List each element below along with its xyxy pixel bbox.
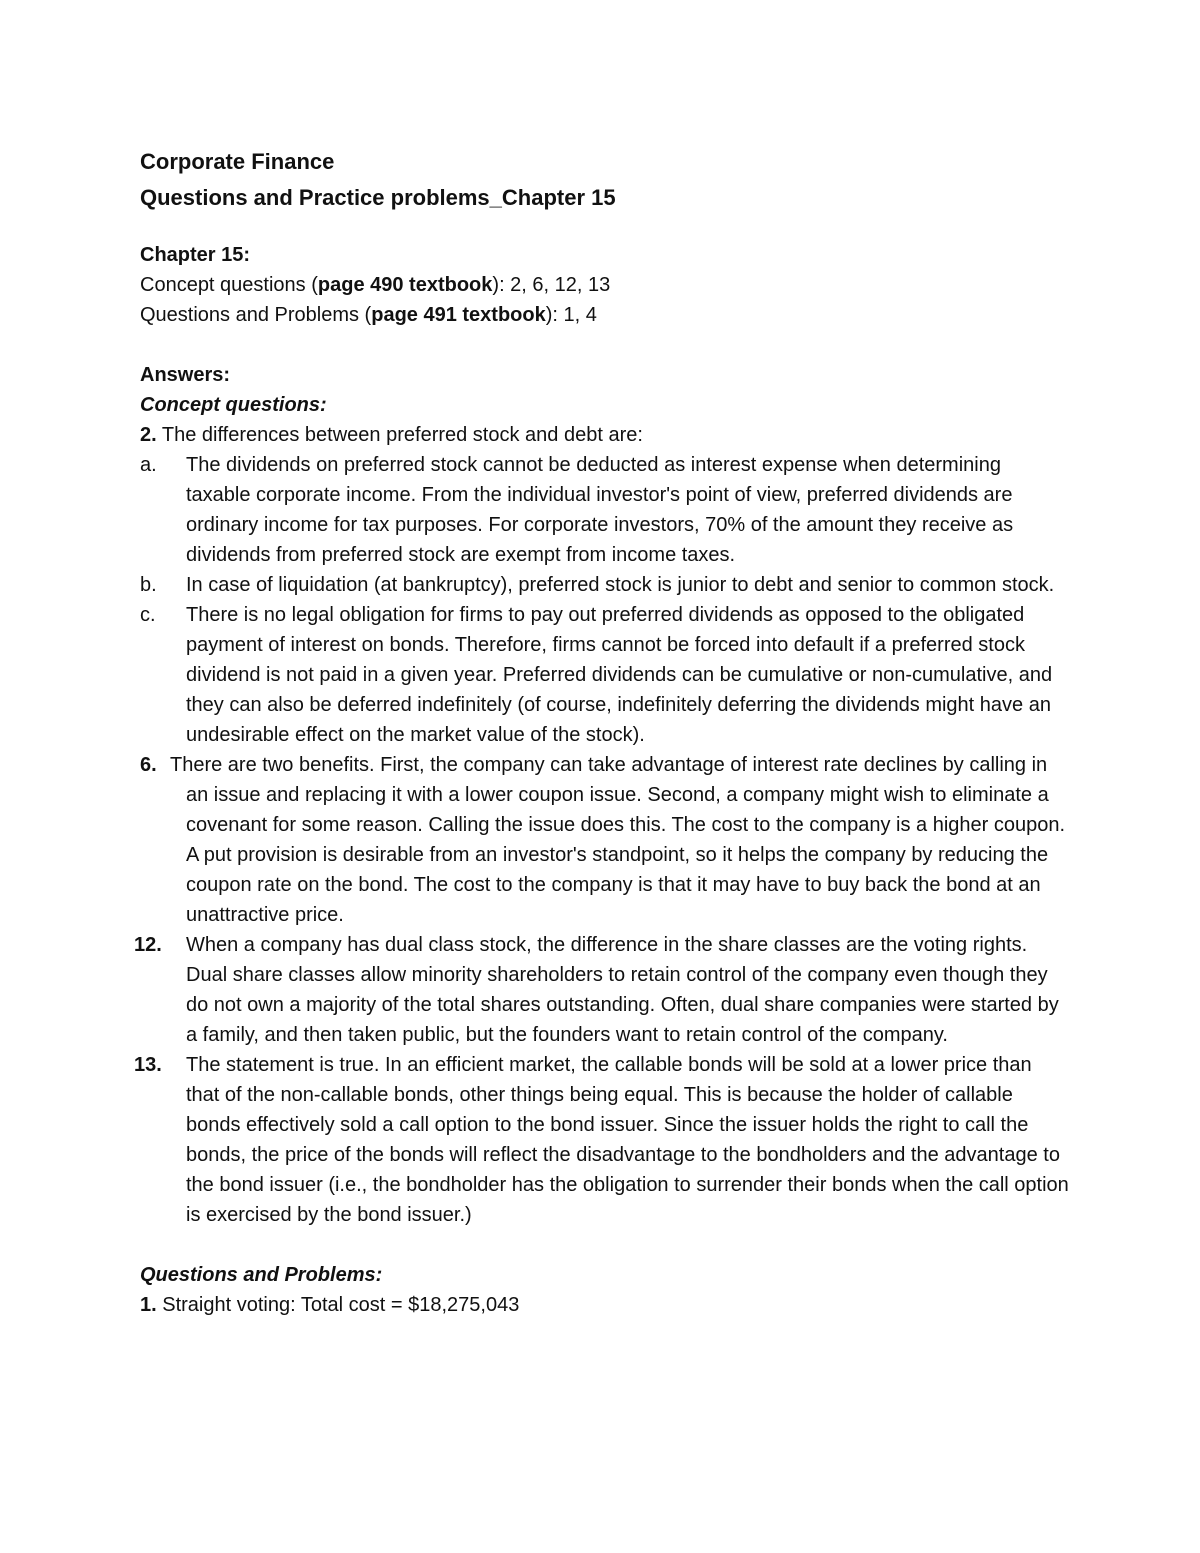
concept-prefix: Concept questions ( [140, 274, 318, 296]
concept-suffix: ): 2, 6, 12, 13 [492, 274, 611, 296]
answer-text: When a company has dual class stock, the difference in the share classes are the voting rights. Dual share classes allow minority shareholders to retain control of the company even though they do not own a majority of the total shares outstanding. Often, dual share companies were started by a family, and then taken public, but the founders want to retain control of the company. [186, 934, 1059, 1046]
list-item-text: The dividends on preferred stock cannot be deducted as interest expense when determining taxable corporate income. From the individual investor's point of view, preferred dividends are ordinary income for tax purposes. For corporate investors, 70% of the amount they receive as dividends from preferred stock are exempt from income taxes. [186, 454, 1014, 566]
question-2-item-b [140, 570, 1070, 600]
document-content [134, 144, 1070, 1320]
question-number: 6. [140, 754, 157, 776]
question-number: 13. [134, 1054, 162, 1076]
list-item-text: In case of liquidation (at bankruptcy), preferred stock is junior to debt and senior to common stock. [186, 574, 1055, 596]
problems-assignment [140, 300, 1070, 330]
question-2-intro [140, 420, 1070, 450]
list-marker: b. [140, 574, 157, 596]
problem-1-number: 1. [140, 1294, 157, 1316]
spacer [140, 330, 1070, 360]
question-2-item-a [140, 450, 1070, 570]
spacer [140, 216, 1070, 240]
question-2-number: 2. [140, 424, 157, 446]
answer-text: There are two benefits. First, the company can take advantage of interest rate declines by calling in an issue and replacing it with a lower coupon issue. Second, a company might wish to eliminate a covenant for some reason. Calling the issue does this. The cost to the company is a higher coupon. A put provision is desirable from an investor's standpoint, so it helps the company by reducing the coupon rate on the bond. The cost to the company is that it may have to buy back the bond at an unattractive price. [170, 754, 1066, 926]
problems-prefix: Questions and Problems ( [140, 304, 372, 326]
problems-page-ref: page 491 textbook [371, 304, 546, 326]
problem-1-text: Straight voting: Total cost = $18,275,043 [156, 1294, 520, 1316]
document-subtitle: Questions and Practice problems_Chapter 15 [140, 185, 616, 210]
problems-suffix: ): 1, 4 [545, 304, 597, 326]
concept-page-ref: page 490 textbook [317, 274, 493, 296]
question-2-text: The differences between preferred stock and debt are: [156, 424, 643, 446]
question-2-item-c [140, 600, 1070, 750]
question-13-answer [134, 1050, 1070, 1230]
question-number: 12. [134, 934, 162, 956]
problems-heading: Questions and Problems: [140, 1264, 383, 1286]
question-12-answer [134, 930, 1070, 1050]
answer-text: The statement is true. In an efficient market, the callable bonds will be sold at a lower price than that of the non-callable bonds, other things being equal. This is because the holder of callable bonds effectively sold a call option to the bond issuer. Since the issuer holds the right to call the bonds, the price of the bonds will reflect the disadvantage to the bondholders and the advantage to the bond issuer (i.e., the bondholder has the obligation to surrender their bonds when the call option is exercised by the bond issuer.) [186, 1054, 1069, 1226]
concept-questions-assignment [140, 270, 1070, 300]
list-marker: c. [140, 604, 156, 626]
answers-label: Answers: [140, 364, 231, 386]
spacer [140, 1230, 1070, 1260]
chapter-label: Chapter 15: [140, 244, 251, 266]
list-item-text: There is no legal obligation for firms to pay out preferred dividends as opposed to the obligated payment of interest on bonds. Therefore, firms cannot be forced into default if a preferred stock dividend is not paid in a given year. Preferred dividends can be cumulative or non-cumulative, and they can also be deferred indefinitely (of course, indefinitely deferring the dividends might have an undesirable effect on the market value of the stock). [186, 604, 1053, 746]
list-marker: a. [140, 454, 157, 476]
question-6-answer [140, 750, 1070, 930]
problem-1-answer [140, 1290, 1070, 1320]
concept-questions-heading: Concept questions: [140, 394, 327, 416]
document-title: Corporate Finance [140, 149, 335, 174]
